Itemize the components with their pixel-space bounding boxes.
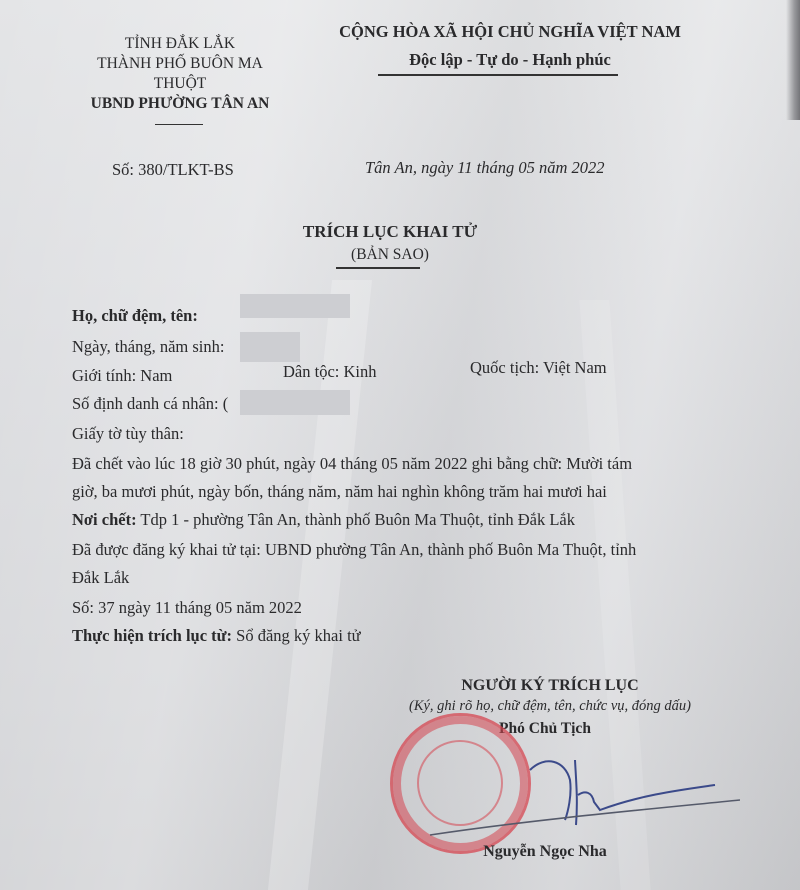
registered-at-line1: Đã được đăng ký khai tử tại: UBND phường Tân An, thành phố Buôn Ma Thuột, tỉnh [72, 540, 637, 559]
personal-id-label: Số định danh cá nhân: ( [72, 394, 229, 413]
ethnicity: Dân tộc: Kinh [283, 362, 377, 381]
document-title: TRÍCH LỤC KHAI TỬ [302, 222, 478, 241]
city-line2: THUỘT [153, 75, 207, 92]
registered-at-line2: Đắk Lắk [72, 568, 130, 587]
gender: Giới tính: Nam [72, 366, 173, 385]
city-line1: THÀNH PHỐ BUÔN MA [97, 55, 263, 72]
national-title: CỘNG HÒA XÃ HỘI CHỦ NGHĨA VIỆT NAM [339, 22, 681, 41]
signer-instruction: (Ký, ghi rõ họ, chữ đệm, tên, chức vụ, đóng dấu) [409, 698, 691, 714]
document-number: Số: 380/TLKT-BS [112, 160, 234, 179]
paper-edge-shadow [786, 0, 800, 120]
death-time-line2: giờ, ba mươi phút, ngày bốn, tháng năm, năm hai nghìn không trăm hai mươi hai [72, 482, 607, 501]
redacted-personal-id [240, 390, 350, 415]
id-papers: Giấy tờ tùy thân: [72, 424, 184, 443]
motto-underline [378, 74, 618, 76]
issuing-office: UBND PHƯỜNG TÂN AN [90, 95, 270, 112]
province: TỈNH ĐẮK LẮK [124, 35, 236, 52]
place-date: Tân An, ngày 11 tháng 05 năm 2022 [365, 158, 605, 177]
registry-number: Số: 37 ngày 11 tháng 05 năm 2022 [72, 598, 302, 617]
handwritten-signature-icon [380, 740, 740, 850]
nationality: Quốc tịch: Việt Nam [470, 358, 607, 377]
death-place [72, 510, 575, 530]
redacted-dob [240, 332, 300, 362]
death-place-label: Nơi chết: [72, 510, 137, 529]
extract-source [72, 626, 361, 646]
signer-heading: NGƯỜI KÝ TRÍCH LỤC [461, 677, 639, 694]
full-name-label: Họ, chữ đệm, tên: [72, 306, 198, 325]
subtitle-underline [336, 267, 420, 269]
signer-name: Nguyễn Ngọc Nha [483, 843, 607, 860]
header-left [80, 34, 280, 114]
signer-position: Phó Chủ Tịch [499, 720, 591, 737]
office-underline [155, 124, 203, 125]
dob-label: Ngày, tháng, năm sinh: [72, 337, 225, 356]
death-place-value: Tdp 1 - phường Tân An, thành phố Buôn Ma Thuột, tỉnh Đắk Lắk [140, 510, 575, 529]
death-time-line1: Đã chết vào lúc 18 giờ 30 phút, ngày 04 tháng 05 năm 2022 ghi bằng chữ: Mười tám [72, 454, 633, 473]
extract-source-value: Sổ đăng ký khai tử [236, 626, 361, 645]
redacted-full-name [240, 294, 350, 318]
extract-source-label: Thực hiện trích lục từ: [72, 626, 233, 645]
document-subtitle: (BẢN SAO) [351, 246, 429, 263]
national-motto: Độc lập - Tự do - Hạnh phúc [409, 50, 611, 69]
